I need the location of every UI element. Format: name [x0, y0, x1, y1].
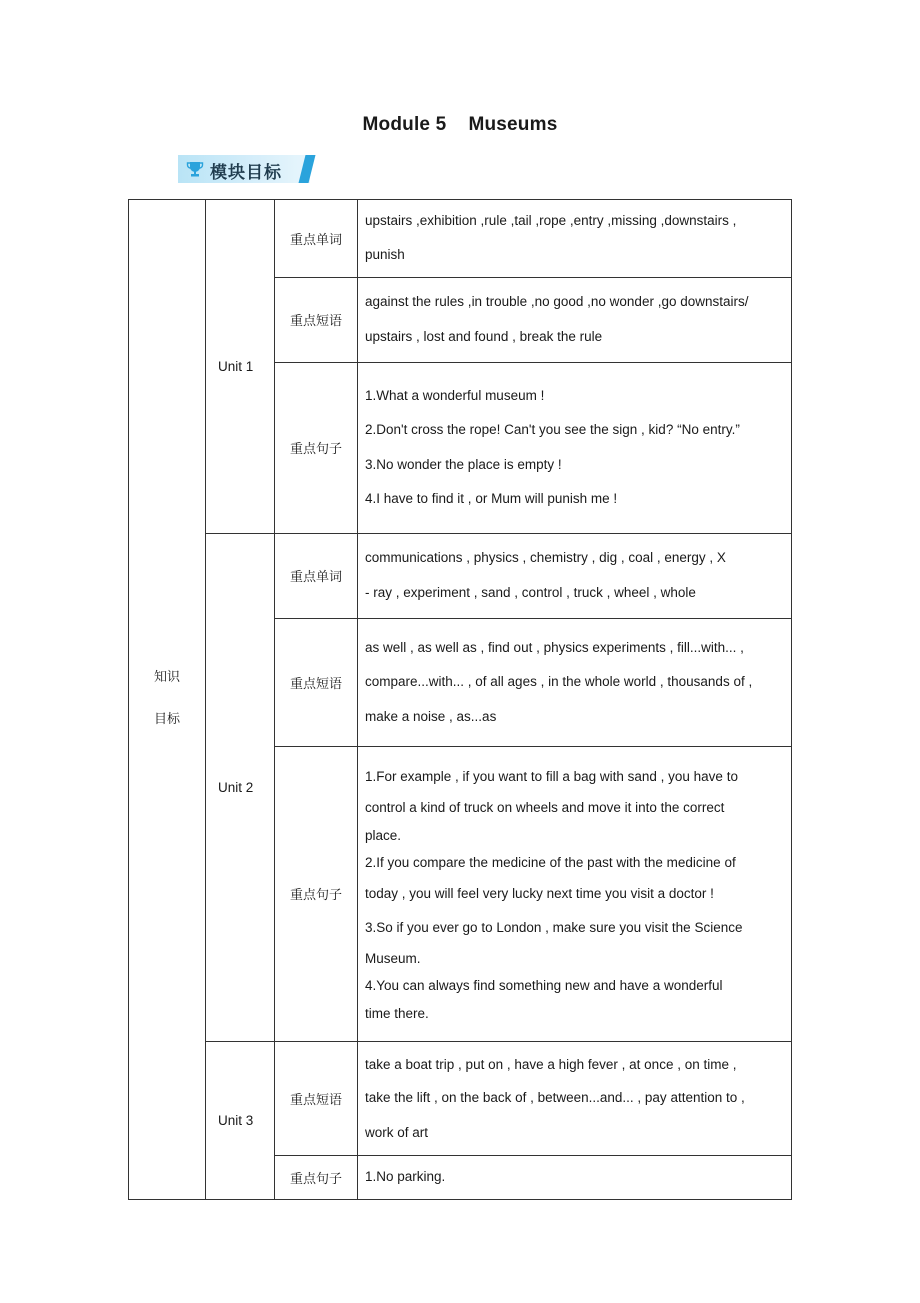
content-line: 3.No wonder the place is empty !	[365, 456, 562, 472]
row-content	[358, 533, 792, 618]
content-line: communications , physics , chemistry , dig , coal , energy , X	[365, 550, 726, 566]
row-content	[358, 200, 792, 278]
content-line: Museum.	[365, 951, 421, 967]
row-content	[358, 362, 792, 533]
content-line: 1.No parking.	[365, 1168, 446, 1184]
table-row	[129, 200, 792, 278]
content-line: control a kind of truck on wheels and move it into the correct	[365, 799, 725, 815]
content-line: take the lift , on the back of , between...and... , pay attention to ,	[365, 1090, 745, 1106]
row-content	[358, 1155, 792, 1199]
category-line-2: 目标	[153, 712, 180, 728]
row-label: 重点短语	[275, 277, 358, 362]
content-line: upstairs ,exhibition ,rule ,tail ,rope ,entry ,missing ,downstairs ,	[365, 213, 737, 228]
section-banner	[178, 155, 316, 183]
row-label: 重点句子	[275, 746, 358, 1041]
content-line: work of art	[365, 1124, 429, 1140]
content-line: today , you will feel very lucky next time you visit a doctor !	[365, 885, 714, 901]
row-label: 重点句子	[275, 362, 358, 533]
row-content	[358, 618, 792, 746]
content-line: compare...with... , of all ages , in the whole world , thousands of ,	[365, 674, 753, 690]
content-line: 4.I have to find it , or Mum will punish me !	[365, 491, 618, 507]
content-line: upstairs , lost and found , break the rule	[365, 328, 603, 344]
row-content	[358, 746, 792, 1041]
table-row	[129, 533, 792, 618]
row-content	[358, 277, 792, 362]
content-line: punish	[365, 247, 405, 263]
content-line: make a noise , as...as	[365, 708, 497, 724]
objectives-table	[128, 199, 792, 1200]
content-line: 1.What a wonderful museum !	[365, 388, 545, 403]
category-line-1: 知识	[153, 670, 180, 686]
category-cell	[129, 200, 206, 1200]
content-line: against the rules ,in trouble ,no good ,no wonder ,go downstairs/	[365, 294, 749, 310]
row-label: 重点短语	[275, 1041, 358, 1155]
row-label: 重点句子	[275, 1155, 358, 1199]
content-line: 1.For example , if you want to fill a bag with sand , you have to	[365, 769, 738, 785]
content-line: as well , as well as , find out , physics experiments , fill...with... ,	[365, 639, 744, 655]
row-label: 重点短语	[275, 618, 358, 746]
content-line: 2.If you compare the medicine of the past with the medicine of	[365, 855, 736, 871]
content-line: 4.You can always find something new and have a wonderful	[365, 978, 723, 994]
row-label: 重点单词	[275, 200, 358, 278]
unit-cell: Unit 2	[206, 533, 275, 1041]
title-module: Module 5	[362, 114, 447, 135]
trophy-icon	[186, 160, 204, 178]
content-line: 3.So if you ever go to London , make sure you visit the Science	[365, 920, 743, 936]
unit-cell: Unit 1	[206, 200, 275, 534]
banner-label: 模块目标	[210, 163, 282, 183]
content-line: 2.Don't cross the rope! Can't you see the sign , kid? “No entry.”	[365, 422, 740, 438]
content-line: place.	[365, 828, 402, 844]
content-line: - ray , experiment , sand , control , truck , wheel , whole	[365, 584, 696, 600]
content-line: take a boat trip , put on , have a high fever , at once , on time ,	[365, 1057, 737, 1073]
page-title	[0, 114, 920, 136]
row-label: 重点单词	[275, 533, 358, 618]
table-row	[129, 1041, 792, 1155]
row-content	[358, 1041, 792, 1155]
unit-cell: Unit 3	[206, 1041, 275, 1199]
content-line: time there.	[365, 1006, 429, 1022]
title-subject: Museums	[468, 114, 558, 135]
